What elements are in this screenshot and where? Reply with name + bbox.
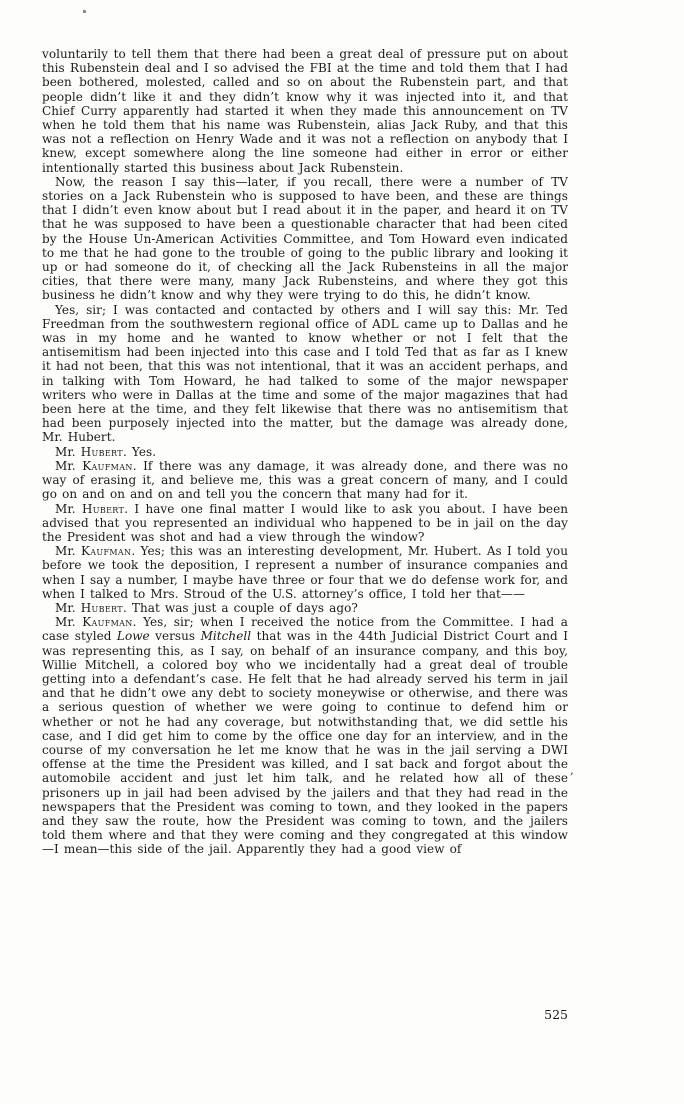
text-segment: versus xyxy=(149,629,201,644)
text-segment: Mr. xyxy=(55,444,81,459)
text-segment: Mr. xyxy=(55,615,83,630)
text-segment: Now, the reason I say this—later, if you recall, there were a number of TV stories on a Jack Rubenstein who is supposed to have been, and these are things that I didn’t even know about but I read about it in the paper, and heard it on TV that he was supposed to have been a questionable character that had been cited by the House Un-American Activities Committee, and Tom Howard even indicated to me that he had gone to the trouble of going to the public library and looking it up or had someone do it, of checking all the Jack Rubensteins in all the major cities, that there were many, many Jack Rubensteins, and where they got this business he didn’t know and why they were trying to do this, he didn’t know. xyxy=(42,174,568,303)
print-speck-artifact xyxy=(83,10,86,13)
speaker-line-hubert xyxy=(42,601,568,615)
print-artifact-comma: , xyxy=(570,763,574,777)
text-segment: . If there was any damage, it was already done, and there was no way of erasing it, and believe me, this was a great concern of many, and I could go on and on and on and tell you the concern that many had for it. xyxy=(42,458,569,502)
text-segment: . Yes; this was an interesting development, Mr. Hubert. As I told you before we took the deposition, I represent a number of insurance companies and when I say a number, I maybe have three or four that we do defense work for, and when I talked to Mrs. Stroud of the U.S. attorney’s office, I told her that—— xyxy=(42,544,568,601)
text-segment-italic: Lowe xyxy=(116,629,150,644)
text-segment-smallcaps: Kaufman xyxy=(80,544,132,559)
paragraph xyxy=(42,303,568,445)
text-segment: . Yes, sir; when I received the notice from the Committee. I had a case styled xyxy=(42,615,568,644)
text-segment: Mr. xyxy=(55,501,82,516)
paragraph xyxy=(42,175,568,303)
text-segment: . I have one final matter I would like to ask you about. I have been advised that you represented an individual who happened to be in jail on the day the President was shot and had a view through the window? xyxy=(42,501,569,544)
text-segment: . Yes. xyxy=(122,444,157,459)
text-segment: voluntarily to tell them that there had been a great deal of pressure put on about this Rubenstein deal and I so advised the FBI at the time and told them that I had been bothered, molested, called and so on about the Rubenstein part, and that people didn’t like it and they didn’t know why it was injected into it, and that Chief Curry apparently had started it when they made this announcement on TV when he told them that his name was Rubenstein, alias Jack Ruby, and that this was not a reflection on Henry Wade and it was not a reflection on anybody that I knew, except somewhere along the line someone had either in error or either intentionally started this business about Jack Rubenstein. xyxy=(42,47,568,175)
paragraph-continuation xyxy=(42,47,568,175)
text-segment-smallcaps: Kaufman xyxy=(82,458,133,473)
text-segment: Mr. xyxy=(55,544,81,559)
text-segment: Yes, sir; I was contacted and contacted by others and I will say this: Mr. Ted Freedman from the southwestern regional office of ADL came up to Dallas and he was in my home and he wanted to know whether or not I felt that the antisemitism had been injected into this case and I told Ted that as far as I knew it had not been, that this was not intentional, that it was an accident perhaps, and in talking with Tom Howard, he had talked to some of the major newspaper writers who were in Dallas at the time and some of the major magazines that had been here at the time, and they felt likewise that there was no antisemitism that had been purposely injected into the matter, but the damage was already done, Mr. Hubert. xyxy=(42,302,568,445)
speaker-line-kaufman xyxy=(42,459,568,502)
text-segment-smallcaps: Hubert xyxy=(80,444,123,459)
text-segment: that was in the 44th Judicial District Court and I was representing this, as I say, on behalf of an insurance company, and this boy, Willie Mitchell, a colored boy who we incidentally had a great deal of trouble getting into a defendant’s case. He felt that he had already served his term in jail and that he didn’t owe any debt to society moneywise or otherwise, and there was a serious question of whether we were going to continue to defend him or whether or not he had any coverage, but notwithstanding that, we did settle his case, and I did get him to come by the office one day for an interview, and in the course of my conversation he let me know that he was in the jail serving a DWI offense at the time the President was killed, and I sat back and forgot about the automobile accident and just let him talk, and he related how all of these prisoners up in jail had been advised by the jailers and that they had read in the newspapers that the President was coming to town, and they looked in the papers and they saw the route, how the President was coming to town, and the jailers told them where and that they were coming and they congregated at this window—I mean—this side of the jail. Apparently they had a good view of xyxy=(42,629,568,857)
page-number: 525 xyxy=(544,1007,568,1022)
speaker-line-hubert xyxy=(42,502,568,545)
speaker-line-kaufman xyxy=(42,615,568,856)
text-segment: Mr. xyxy=(55,600,81,615)
text-segment: Mr. xyxy=(55,458,83,473)
text-segment: . That was just a couple of days ago? xyxy=(122,600,358,615)
text-segment-italic: Mitchell xyxy=(200,629,252,644)
text-segment-smallcaps: Kaufman xyxy=(82,615,133,630)
transcript-body xyxy=(42,47,568,857)
speaker-line-hubert xyxy=(42,445,568,459)
text-segment-smallcaps: Hubert xyxy=(81,501,125,516)
speaker-line-kaufman xyxy=(42,544,568,601)
text-segment-smallcaps: Hubert xyxy=(80,600,123,615)
